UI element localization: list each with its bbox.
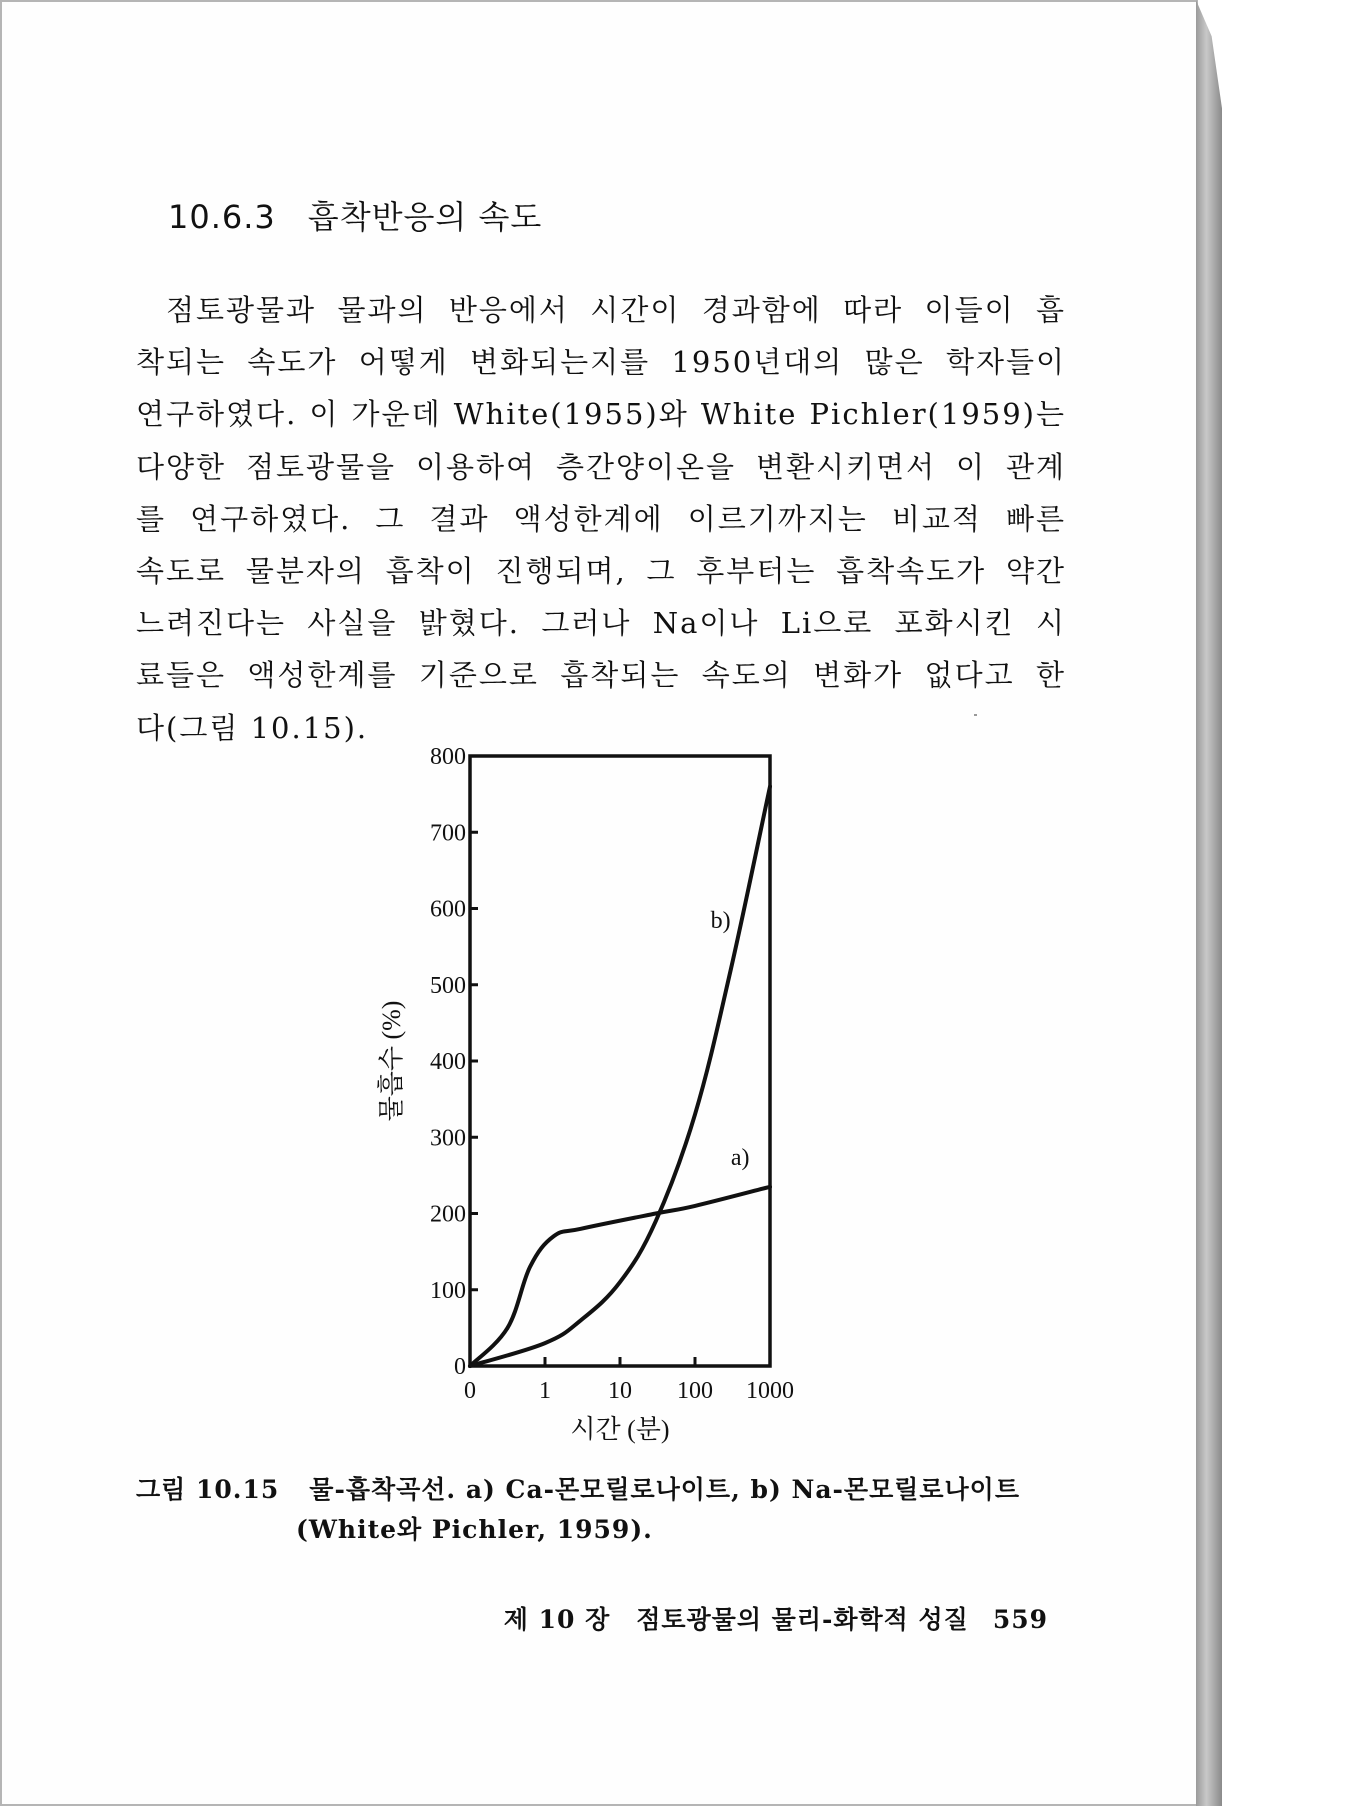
x-tick-label: 100 bbox=[677, 1378, 713, 1404]
footer-title: 점토광물의 물리-화학적 성질 bbox=[636, 1605, 969, 1634]
x-tick-label: 0 bbox=[464, 1378, 476, 1404]
y-tick-label: 0 bbox=[454, 1354, 466, 1380]
paragraph-line: 를 연구하였다. 그 결과 액성한계에 이르기까지는 비교적 빠른 bbox=[136, 501, 1066, 536]
paragraph-line: 착되는 속도가 어떻게 변화되는지를 1950년대의 많은 학자들이 bbox=[136, 345, 1066, 380]
paragraph-line: 점토광물과 물과의 반응에서 시간이 경과함에 따라 이들이 흡 bbox=[166, 293, 1066, 327]
series-label-a: a) bbox=[730, 1145, 750, 1171]
figure-caption bbox=[136, 1470, 1076, 1550]
paragraph-line: 료들은 액성한계를 기준으로 흡착되는 속도의 변화가 없다고 한 bbox=[136, 658, 1066, 693]
y-tick-label: 400 bbox=[430, 1049, 466, 1075]
scan-speck bbox=[974, 714, 977, 716]
y-tick-label: 200 bbox=[430, 1201, 466, 1228]
figure-label: 그림 10.15 bbox=[136, 1475, 280, 1504]
y-tick-label: 100 bbox=[430, 1277, 466, 1304]
paragraph-line: 느려진다는 사실을 밝혔다. 그러나 Na이나 Li으로 포화시킨 시 bbox=[136, 606, 1066, 641]
water-adsorption-chart bbox=[362, 742, 822, 1462]
paragraph-line: 속도로 물분자의 흡착이 진행되며, 그 후부터는 흡착속도가 약간 bbox=[136, 554, 1066, 589]
series-label-b: b) bbox=[710, 907, 731, 934]
y-tick-label: 800 bbox=[430, 744, 466, 770]
x-tick-label: 1 bbox=[539, 1378, 551, 1404]
y-tick-label: 600 bbox=[430, 896, 466, 923]
plot-frame bbox=[470, 756, 770, 1366]
section-heading bbox=[168, 192, 542, 238]
series-line-b bbox=[470, 787, 770, 1367]
caption-line-1: 물-흡착곡선. a) Ca-몬모릴로나이트, b) Na-몬모릴로나이트 bbox=[309, 1475, 1020, 1504]
body-paragraph bbox=[136, 284, 1066, 754]
y-tick-label: 700 bbox=[430, 820, 466, 847]
paragraph-line: 연구하였다. 이 가운데 White(1955)와 White Pichler(1959)는 bbox=[136, 397, 1066, 432]
page-footer bbox=[504, 1600, 1048, 1636]
y-axis-label: 물흡수 (%) bbox=[377, 1000, 406, 1122]
y-tick-label: 300 bbox=[430, 1125, 466, 1152]
x-axis-label: 시간 (분) bbox=[570, 1415, 670, 1444]
x-tick-label: 10 bbox=[608, 1378, 632, 1404]
page-number: 559 bbox=[992, 1605, 1048, 1634]
section-title: 흡착반응의 속도 bbox=[307, 198, 543, 236]
footer-chapter: 제 10 장 bbox=[503, 1605, 611, 1634]
paragraph-line: 다(그림 10.15). bbox=[136, 710, 369, 745]
paragraph-line: 다양한 점토광물을 이용하여 층간양이온을 변환시키면서 이 관계 bbox=[136, 449, 1066, 484]
y-tick-label: 500 bbox=[430, 972, 466, 999]
section-number: 10.6.3 bbox=[168, 198, 276, 236]
x-tick-label: 1000 bbox=[746, 1378, 794, 1404]
page-stack-edge bbox=[1196, 0, 1222, 1806]
series-line-a bbox=[470, 1187, 770, 1366]
caption-line-2: (White와 Pichler, 1959). bbox=[296, 1515, 653, 1544]
